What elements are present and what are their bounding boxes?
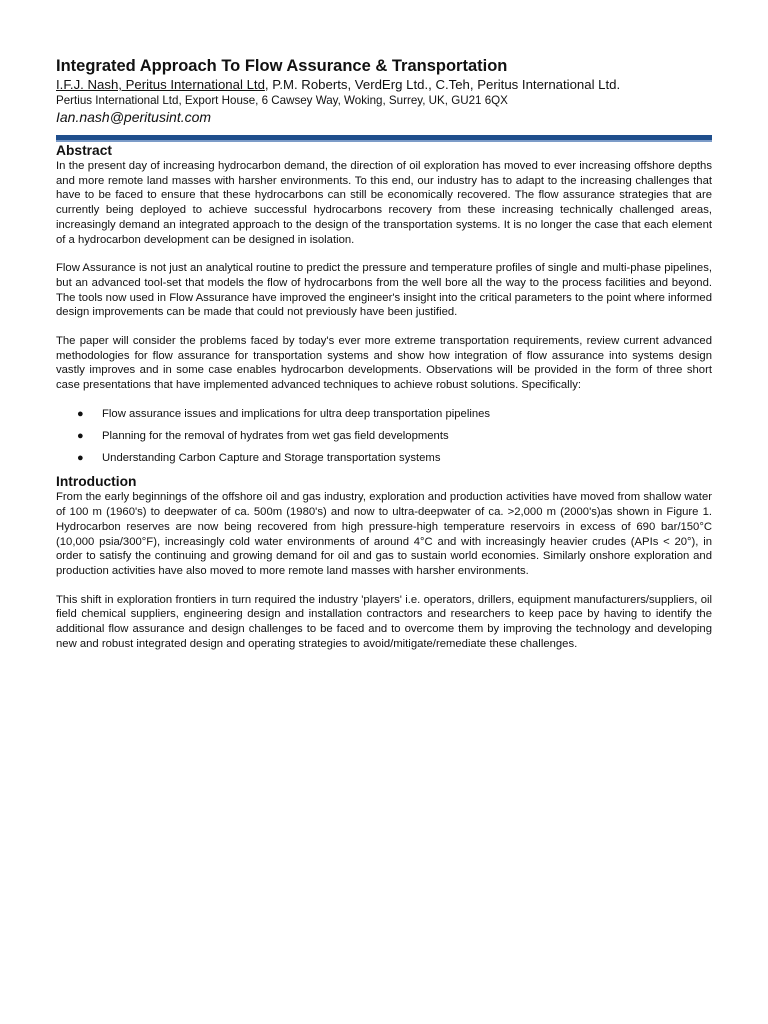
bullet-text: Flow assurance issues and implications for ultra deep transportation pipelines — [102, 407, 491, 420]
header-rule — [56, 135, 712, 142]
abstract-paragraph-3: The paper will consider the problems faced by today's ever more extreme transportation requirements, review current advanced methodologies for flow assurance for transportation systems and show how integration of flow assurance into systems design vastly improves and in some case enables hydrocarbon developments. Observations will be provided in the form of three short case presentations that have implemented advanced techniques to achieve robust solutions. Specifically: — [56, 335, 712, 392]
lead-author: I.F.J. Nash, Peritus International Ltd — [56, 77, 265, 92]
bullet-icon: ● — [77, 452, 84, 465]
introduction-paragraph-1: From the early beginnings of the offshore oil and gas industry, exploration and production activities have moved from shallow water of 100 m (1960's) to deepwater of ca. 500m (1980's) and now to ultra-deepwater of ca. >2,000 m (2000's)as shown in Figure 1. Hydrocarbon reserves are now being recovered from high pressure-high temperature reservoirs in excess of 690 bar/150°C (10,000 psia/300°F), increasingly cold water environments of around 4°C and with increasingly heavier crudes (APIs < 20°), in order to satisfy the continuing and growing demand for oil and gas to sustain world economies. Similarly onshore exploration and production activities have also moved to more remote land masses with harsher environments. — [56, 491, 712, 577]
abstract-heading: Abstract — [56, 143, 112, 158]
paper-title: Integrated Approach To Flow Assurance & Transportation — [56, 57, 508, 75]
bullet-icon: ● — [77, 430, 84, 443]
introduction-heading: Introduction — [56, 474, 137, 490]
co-authors: , P.M. Roberts, VerdErg Ltd., C.Teh, Peritus International Ltd. — [264, 77, 621, 92]
abstract-bullet-list — [56, 407, 712, 466]
bullet-text: Understanding Carbon Capture and Storage transportation systems — [102, 452, 441, 465]
list-item — [56, 429, 712, 444]
abstract-paragraph-2: Flow Assurance is not just an analytical routine to predict the pressure and temperature profiles of single and multi-phase pipelines, but an advanced tool-set that models the flow of hydrocarbons from the well bore all the way to the process facilities and beyond. The tools now used in Flow Assurance have improved the engineer's insight into the critical parameters to the point where informed design improvements can be made that could not previously have been justified. — [56, 262, 712, 319]
authors-line — [56, 76, 712, 93]
bullet-text: Planning for the removal of hydrates from wet gas field developments — [102, 430, 449, 443]
abstract-paragraph-1: In the present day of increasing hydrocarbon demand, the direction of oil exploration has moved to ever increasing offshore depths and more remote land masses with harsher environments. To this end, our industry has to adapt to the increasing challenges that have to be faced to ensure that these hydrocarbons can still be economically recovered. The flow assurance strategies that are currently being deployed to achieve successful hydrocarbons recovery from these increasing technically challenged areas, increasingly demand an integrated approach to the design of the transportation systems. It is no longer the case that each element of a hydrocarbon development can be designed in isolation. — [56, 160, 712, 246]
bullet-icon: ● — [77, 407, 84, 420]
list-item — [56, 451, 712, 466]
introduction-paragraph-2: This shift in exploration frontiers in turn required the industry 'players' i.e. operators, drillers, equipment manufacturers/suppliers, oil field chemical suppliers, engineering design and installation contractors and researchers to keep pace by having to identify the additional flow assurance and design challenges to be faced and to overcome them by improving the technology and developing new and robust integrated design and operating strategies to avoid/mitigate/remediate these challenges. — [56, 593, 712, 650]
list-item — [56, 407, 712, 422]
affiliation-address: Pertius International Ltd, Export House, 6 Cawsey Way, Woking, Surrey, UK, GU21 6QX — [56, 94, 508, 107]
contact-email: Ian.nash@peritusint.com — [56, 109, 212, 125]
